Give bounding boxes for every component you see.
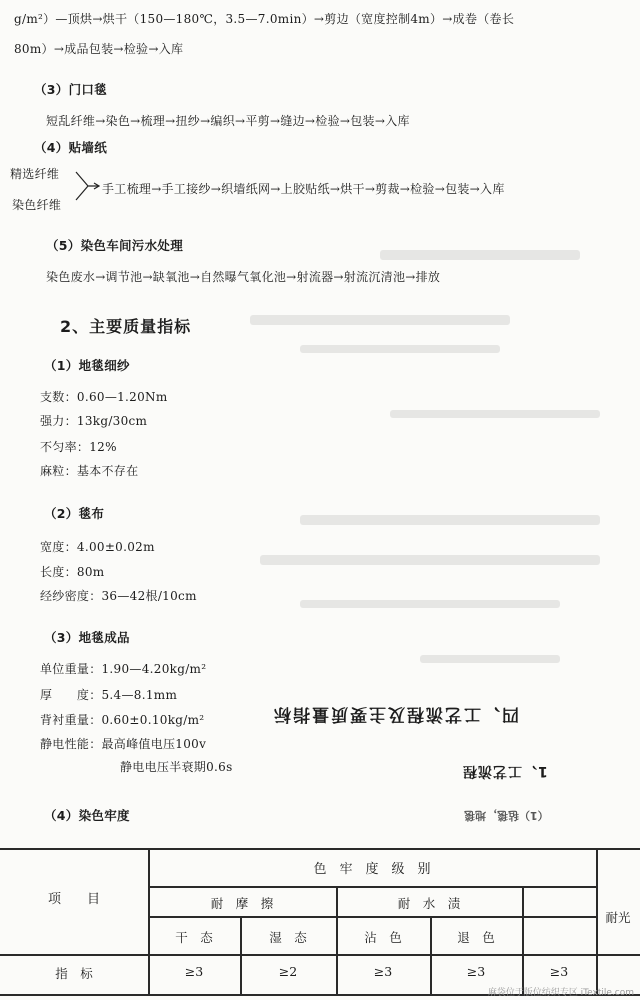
carpet-weight-row: 单位重量：1.90—4.20kg/m² [40,662,207,676]
table-rule [148,886,596,888]
yarn-neps-row: 麻粒：基本不存在 [40,464,139,478]
scan-smudge [300,600,560,608]
door-mat-flow: 短乱纤维→染色→梳理→扭纱→编织→平剪→缝边→检验→包装→入库 [46,114,410,128]
table-value-light: ≥3 [549,964,569,979]
table-header-fading: 退 色 [457,930,495,945]
dye-fastness-heading: （4）染色牢度 [44,808,130,823]
wallpaper-input-dyed-fiber: 染色纤维 [12,198,62,212]
bleed-through-subheading: 1、工艺流程 [462,763,548,779]
yarn-strength-row: 强力：13kg/30cm [40,414,148,428]
scan-smudge [300,515,600,525]
fabric-width-row: 宽度：4.00±0.02m [40,540,155,554]
table-rule [0,954,640,956]
wastewater-heading: （5）染色车间污水处理 [46,238,183,253]
scan-smudge [250,315,510,325]
table-value-fading: ≥3 [466,964,486,979]
wallpaper-input-selected-fiber: 精选纤维 [10,167,60,181]
table-value-dry: ≥3 [184,964,204,979]
wallpaper-heading: （4）贴墙纸 [34,140,107,155]
scan-smudge [260,555,600,565]
yarn-count-row: 支数：0.60—1.20Nm [40,390,168,404]
carpet-static-row: 静电性能：最高峰值电压100v [40,737,207,751]
scan-smudge [380,250,580,260]
table-value-staining: ≥3 [373,964,393,979]
table-header-water: 耐 水 渍 [397,896,461,911]
table-header-dry: 干 态 [175,930,213,945]
scan-smudge [300,345,500,353]
carpet-thickness-row: 厚 度：5.4—8.1mm [40,688,178,702]
carpet-static-halflife-row: 静电电压半衰期0.6s [120,760,233,774]
quality-section-title: 2、主要质量指标 [60,317,192,336]
wastewater-flow: 染色废水→调节池→缺氧池→自然曝气氧化池→射流器→射流沉清池→排放 [46,270,441,284]
wallpaper-flow: 手工梳理→手工接纱→织墙纸网→上胶贴纸→烘干→剪裁→检验→包装→入库 [102,182,505,196]
fabric-heading: （2）毯布 [44,506,105,521]
finished-carpet-heading: （3）地毯成品 [44,630,130,645]
bleed-through-subheading-2: （1）毡毯，地毯 [464,809,549,822]
table-top-rule [0,848,640,850]
door-mat-heading: （3）门口毯 [34,82,107,97]
table-row-label: 指 标 [55,966,93,981]
scan-smudge [420,655,560,663]
table-header-light: 耐光 [605,910,631,925]
table-header-wet: 湿 态 [269,930,307,945]
yarn-heading: （1）地毯细纱 [44,358,130,373]
watermark-text: 麻袋位于版位纺织专区 iTextile.com [487,988,634,998]
table-header-staining: 沾 色 [364,930,402,945]
carpet-backing-weight-row: 背衬重量：0.60±0.10kg/m² [40,713,205,727]
scan-smudge [390,410,600,418]
bleed-through-heading: 四、工艺流程及主要质量指标 [272,704,519,724]
table-header-item: 项 目 [47,892,100,907]
table-header-colorfastness: 色 牢 度 级 别 [313,862,431,877]
fabric-warp-density-row: 经纱密度：36—42根/10cm [40,589,197,603]
yarn-unevenness-row: 不匀率：12% [40,440,117,454]
table-value-wet: ≥2 [278,964,298,979]
fabric-length-row: 长度：80m [40,565,105,579]
table-rule [148,916,596,918]
process-text-line-2: 80m）→成品包装→检验→入库 [14,42,184,56]
merge-brace-arrow [74,168,100,204]
dye-fastness-table [0,846,640,1000]
table-header-rubbing: 耐 摩 擦 [210,896,274,911]
process-text-line-1: g/m²）—顶烘→烘干（150—180℃，3.5—7.0min）→剪边（宽度控制4m）→成卷（卷长 [14,12,515,26]
